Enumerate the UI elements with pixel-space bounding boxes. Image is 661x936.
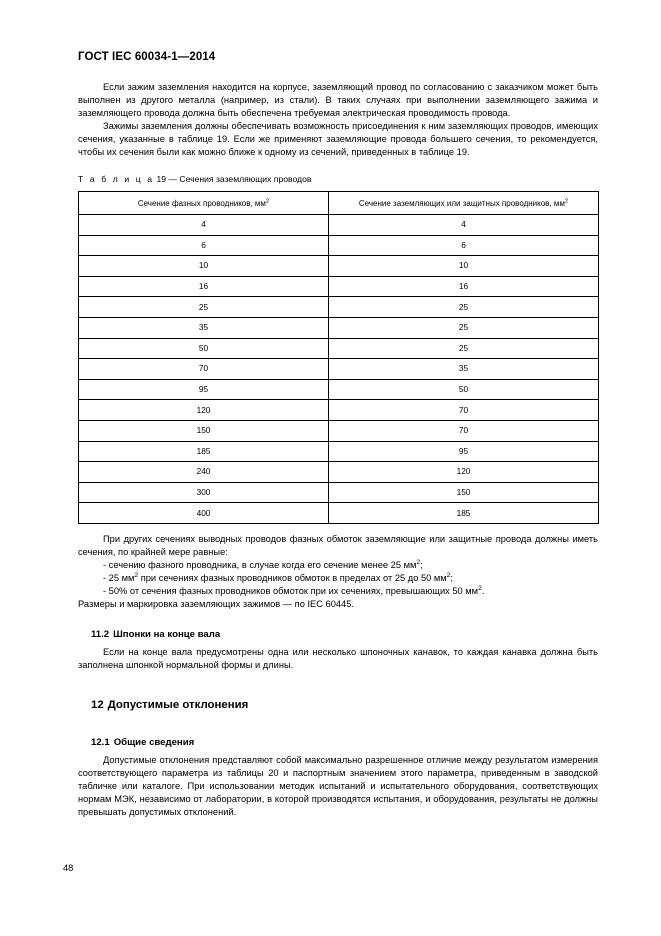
cell-phase-conductor-section: 70 xyxy=(79,359,329,380)
column-header-phase-conductors-text: Сечение фазных проводников, мм xyxy=(137,198,266,208)
table-caption-label: Т а б л и ц а xyxy=(78,174,155,184)
heading-11-2-title: Шпонки на конце вала xyxy=(113,628,221,640)
cell-phase-conductor-section: 50 xyxy=(79,338,329,359)
table-caption xyxy=(78,174,598,185)
table-row xyxy=(79,256,599,277)
cell-phase-conductor-section: 120 xyxy=(79,400,329,421)
table-row xyxy=(79,359,599,380)
document-header: ГОСТ IEC 60034-1—2014 xyxy=(78,51,216,63)
table-row xyxy=(79,379,599,400)
cell-earthing-conductor-section: 25 xyxy=(329,338,599,359)
cell-earthing-conductor-section: 6 xyxy=(329,235,599,256)
cell-earthing-conductor-section: 120 xyxy=(329,462,599,483)
paragraph-grounding-clamp-material: Если зажим заземления находится на корпусе, заземляющий провод по согласованию с заказчиком может быть выполнен из другого металла (например, из стали). В таких случаях при выполнении заземляющего зажима и заземляющего провода должна быть обеспечена требуемая электрическая проводимость провода. xyxy=(78,82,598,118)
heading-12-1-number: 12.1 xyxy=(91,736,110,748)
list-item-superscript-2: 2 xyxy=(446,571,451,579)
table-row xyxy=(79,235,599,256)
cell-phase-conductor-section: 10 xyxy=(79,256,329,277)
list-item-text-a: - 50% от сечения фазных проводников обмоток при их сечениях, превышающих 50 мм xyxy=(103,585,479,596)
cell-phase-conductor-section: 185 xyxy=(79,441,329,462)
cell-phase-conductor-section: 300 xyxy=(79,482,329,503)
table-row xyxy=(79,482,599,503)
list-item-superscript: 2 xyxy=(416,558,421,566)
list-item xyxy=(78,559,598,572)
cell-earthing-conductor-section: 150 xyxy=(329,482,599,503)
table-row xyxy=(79,338,599,359)
column-header-earthing-conductors-text: Сечение заземляющих или защитных проводников, мм xyxy=(358,198,565,208)
table-caption-number: 19 xyxy=(156,174,167,184)
heading-11-2-number: 11.2 xyxy=(91,628,110,640)
page-number: 48 xyxy=(63,863,74,873)
table-body xyxy=(79,215,599,524)
list-item-text-c: ; xyxy=(450,572,453,583)
list-item-text-b: при сечениях фазных проводников обмоток в пределах от 25 до 50 мм xyxy=(138,572,447,583)
table-row xyxy=(79,215,599,236)
paragraph-tolerances-general: Допустимые отклонения представляют собой максимально разрешенное отличие между результатом измерения соответствующего параметра из таблицы 20 и паспортным значением этого параметра, приведенным в заводской табличке или каталоге. При использовании методик испытаний и испытательного оборудования, соответствующих нормам МЭК, независимо от лаборатории, в которой производятся испытания, и оборудования, результаты не должны превышать допустимых отклонений. xyxy=(78,754,598,817)
column-header-phase-conductors xyxy=(79,192,329,215)
list-item xyxy=(78,585,598,598)
table-row xyxy=(79,462,599,483)
cell-phase-conductor-section: 25 xyxy=(79,297,329,318)
column-header-phase-superscript: 2 xyxy=(265,197,270,204)
list-item-superscript: 2 xyxy=(478,584,482,592)
table-row xyxy=(79,400,599,421)
cell-earthing-conductor-section: 16 xyxy=(329,276,599,297)
cell-phase-conductor-section: 150 xyxy=(79,420,329,441)
cell-earthing-conductor-section: 10 xyxy=(329,256,599,277)
paragraph-grounding-clamp-sections: Зажимы заземления должны обеспечивать возможность присоединения к ним заземляющих проводов, имеющих сечения, указанные в таблице 19. Если же применяют заземляющие провода большего сечения, то рекомендуется, чтобы их сечения были как можно ближе к одному из сечений, приведенных в таблице 19. xyxy=(78,121,598,157)
cell-earthing-conductor-section: 35 xyxy=(329,359,599,380)
list-item-superscript-1: 2 xyxy=(134,571,139,579)
table-header-row xyxy=(79,192,599,215)
heading-12-1-title: Общие сведения xyxy=(113,736,195,748)
column-header-earthing-superscript: 2 xyxy=(564,197,569,204)
heading-12 xyxy=(78,672,598,719)
table-row xyxy=(79,317,599,338)
table-row xyxy=(79,441,599,462)
table-row xyxy=(79,297,599,318)
paragraph-shaft-keys: Если на конце вала предусмотрены одна или несколько шпоночных канавок, то каждая канавка должна быть заполнена шпонкой нормальной формы и длины. xyxy=(78,646,598,670)
cell-earthing-conductor-section: 70 xyxy=(329,400,599,421)
cell-earthing-conductor-section: 4 xyxy=(329,215,599,236)
list-item-text-b: . xyxy=(481,585,485,596)
column-header-earthing-conductors xyxy=(329,192,599,215)
cell-phase-conductor-section: 35 xyxy=(79,317,329,338)
list-item-text-b: ; xyxy=(420,559,423,570)
list-item-text-a: - сечению фазного проводника, в случае когда его сечение менее 25 мм xyxy=(103,559,417,570)
cell-phase-conductor-section: 16 xyxy=(79,276,329,297)
cell-earthing-conductor-section: 185 xyxy=(329,503,599,524)
cell-phase-conductor-section: 95 xyxy=(79,379,329,400)
cell-earthing-conductor-section: 95 xyxy=(329,441,599,462)
cell-earthing-conductor-section: 70 xyxy=(329,420,599,441)
table-row xyxy=(79,420,599,441)
cell-phase-conductor-section: 240 xyxy=(79,462,329,483)
cell-phase-conductor-section: 6 xyxy=(79,235,329,256)
heading-12-title: Допустимые отклонения xyxy=(107,698,249,711)
minimum-section-requirements-list xyxy=(78,559,598,598)
page-content xyxy=(78,0,598,819)
table-row xyxy=(79,503,599,524)
cell-phase-conductor-section: 4 xyxy=(79,215,329,236)
table-header xyxy=(79,192,599,215)
table-caption-title: — Сечения заземляющих проводов xyxy=(168,174,312,184)
heading-12-number: 12 xyxy=(91,698,104,711)
earthing-conductor-table xyxy=(78,191,599,524)
heading-12-1 xyxy=(78,719,598,754)
list-item xyxy=(78,572,598,585)
table-row xyxy=(79,276,599,297)
list-item-text-a: - 25 мм xyxy=(103,572,135,583)
cell-phase-conductor-section: 400 xyxy=(79,503,329,524)
paragraph-marking-reference: Размеры и маркировка заземляющих зажимов — по IEC 60445. xyxy=(78,598,354,609)
cell-earthing-conductor-section: 25 xyxy=(329,317,599,338)
heading-11-2 xyxy=(78,611,598,646)
cell-earthing-conductor-section: 50 xyxy=(329,379,599,400)
cell-earthing-conductor-section: 25 xyxy=(329,297,599,318)
paragraph-other-sections: При других сечениях выводных проводов фазных обмоток заземляющие или защитные провода должны иметь сечения, по крайней мере равные: xyxy=(78,533,598,557)
